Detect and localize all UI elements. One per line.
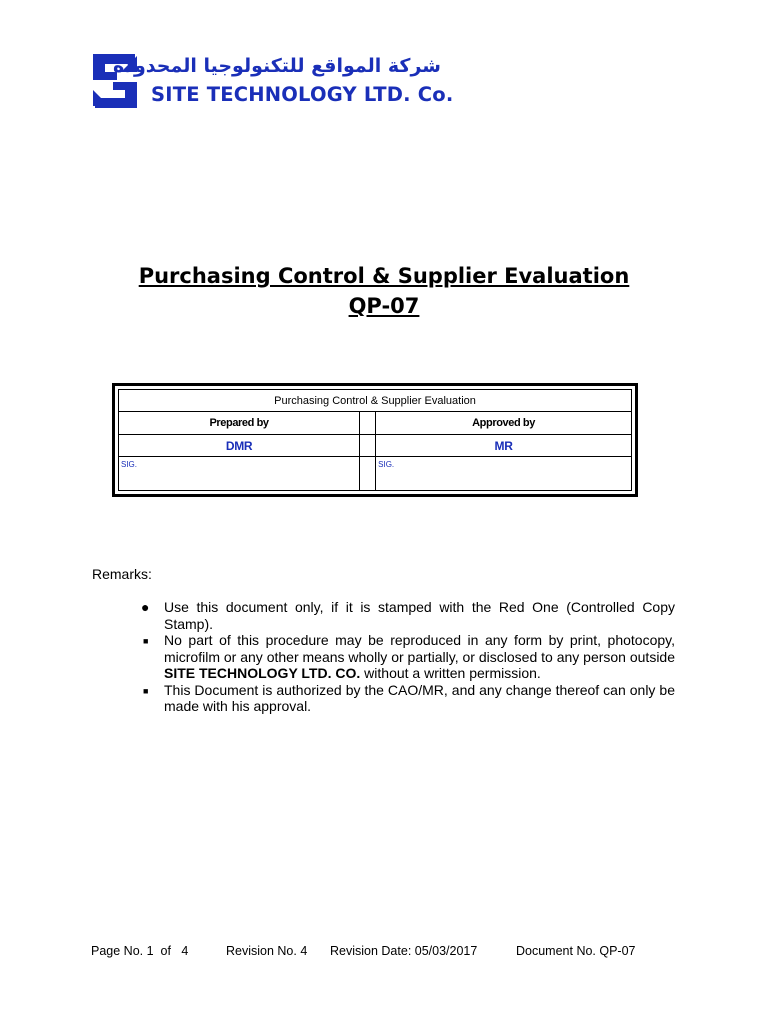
document-number: Document No. QP-07 <box>516 944 636 958</box>
table-spacer <box>360 457 376 491</box>
remarks-list <box>141 599 675 715</box>
table-spacer <box>360 435 376 457</box>
logo-english-text: SITE TECHNOLOGY LTD. Co. <box>151 83 454 106</box>
document-title: Purchasing Control & Supplier Evaluation <box>138 264 630 288</box>
revision-number: Revision No. 4 <box>226 944 308 958</box>
page-number: Page No. 1 of 4 <box>91 944 189 958</box>
revision-date: Revision Date: 05/03/2017 <box>330 944 478 958</box>
company-logo <box>91 52 454 112</box>
table-spacer <box>360 412 376 435</box>
approval-table <box>112 383 638 497</box>
remark-item <box>143 681 675 715</box>
bullet-dot-icon: ● <box>141 599 150 615</box>
remark-text: without a written permission. <box>360 665 541 681</box>
prepared-by-name: DMR <box>119 435 360 457</box>
approved-signature-field: SIG. <box>376 457 632 491</box>
remark-item <box>143 632 675 682</box>
logo-arabic-text: شركة المواقع للتكنولوجيا المحدودة <box>113 55 441 77</box>
remark-text: This Document is authorized by the CAO/MR, and any change thereof can only be made with his approval. <box>164 681 675 714</box>
approved-by-name: MR <box>376 435 632 457</box>
remark-item <box>141 599 675 632</box>
bullet-square-icon: ■ <box>143 685 149 696</box>
prepared-by-header: Prepared by <box>119 412 360 435</box>
remarks-heading: Remarks: <box>92 566 152 582</box>
prepared-signature-field: SIG. <box>119 457 360 491</box>
bullet-square-icon: ■ <box>143 636 149 646</box>
company-name-bold: SITE TECHNOLOGY LTD. CO. <box>164 665 361 681</box>
approval-table-title: Purchasing Control & Supplier Evaluation <box>119 390 632 412</box>
remark-text: Use this document only, if it is stamped with the Red One (Controlled Copy Stamp). <box>164 599 675 632</box>
document-code: QP-07 <box>348 294 420 318</box>
approved-by-header: Approved by <box>376 412 632 435</box>
remark-text: No part of this procedure may be reproduced in any form by print, photocopy, microfilm or any other means wholly or partially, or disclosed to any person outside <box>164 632 675 665</box>
